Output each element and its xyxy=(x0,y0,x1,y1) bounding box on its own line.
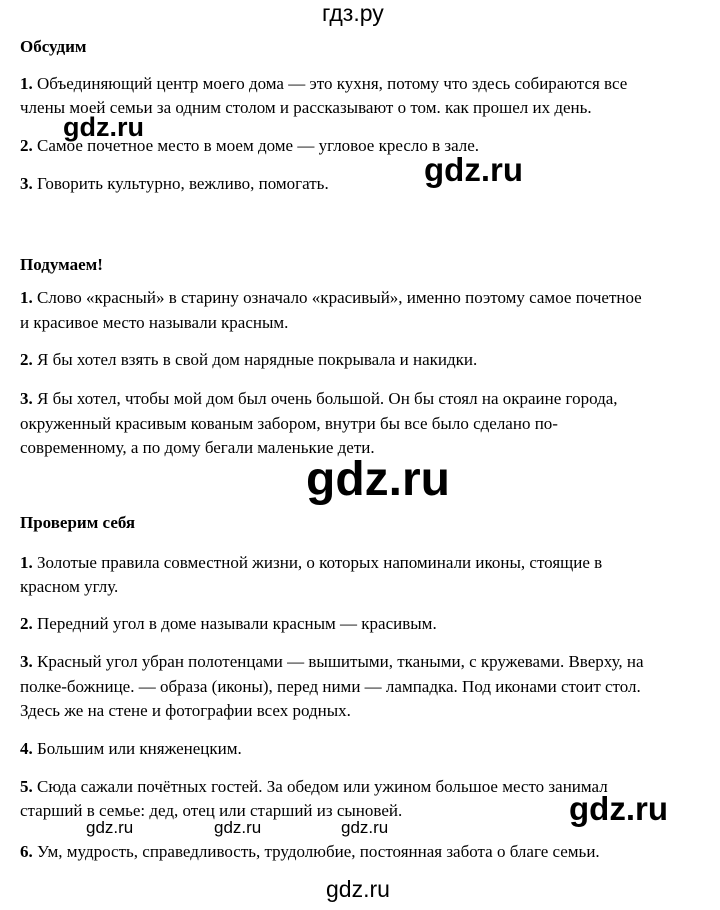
discuss-item-3 xyxy=(20,174,329,194)
check-item-2 xyxy=(20,614,437,634)
item-number: 2. xyxy=(20,614,33,633)
item-text: Передний угол в доме называли красным — красивым. xyxy=(37,614,437,633)
item-number: 4. xyxy=(20,739,33,758)
watermark: gdz.ru xyxy=(214,818,262,837)
item-number: 2. xyxy=(20,350,33,369)
watermark: gdz.ru xyxy=(569,790,668,827)
check-item-3-line-1 xyxy=(20,652,644,672)
item-text: Сюда сажали почётных гостей. За обедом или ужином большое место занимал xyxy=(37,777,608,796)
item-number: 3. xyxy=(20,389,33,408)
check-item-1-line-1 xyxy=(20,553,602,573)
item-text: Слово «красный» в старину означало «красивый», именно поэтому самое почетное xyxy=(37,288,642,307)
item-number: 2. xyxy=(20,136,33,155)
check-item-1-line-2: красном углу. xyxy=(20,577,119,596)
think-item-1-line-1 xyxy=(20,288,642,308)
item-number: 1. xyxy=(20,553,33,572)
item-number: 1. xyxy=(20,74,33,93)
item-number: 3. xyxy=(20,174,33,193)
item-number: 3. xyxy=(20,652,33,671)
section-title-discuss: Обсудим xyxy=(20,37,87,56)
item-text: Объединяющий центр моего дома — это кухня, потому что здесь собираются все xyxy=(37,74,628,93)
think-item-3-line-1 xyxy=(20,389,618,409)
watermark: gdz.ru xyxy=(424,151,523,188)
discuss-item-1-line-2: члены моей семьи за одним столом и рассказывают о том. как прошел их день. xyxy=(20,98,592,117)
item-text: Говорить культурно, вежливо, помогать. xyxy=(37,174,329,193)
section-title-check: Проверим себя xyxy=(20,513,136,532)
item-text: Золотые правила совместной жизни, о которых напоминали иконы, стоящие в xyxy=(37,553,603,572)
watermark: gdz.ru xyxy=(306,453,450,506)
check-item-4 xyxy=(20,739,242,759)
check-item-5-line-2: старший в семье: дед, отец или старший из сыновей. xyxy=(20,801,403,820)
section-title-think: Подумаем! xyxy=(20,255,103,274)
item-number: 6. xyxy=(20,842,33,861)
think-item-2 xyxy=(20,350,477,370)
item-text: Я бы хотел, чтобы мой дом был очень большой. Он бы стоял на окраине города, xyxy=(37,389,618,408)
watermark: gdz.ru xyxy=(341,818,389,837)
watermark: gdz.ru xyxy=(63,112,144,142)
item-number: 5. xyxy=(20,777,33,796)
check-item-6 xyxy=(20,842,600,862)
think-item-3-line-3: современному, а по дому бегали маленькие дети. xyxy=(20,438,375,457)
check-item-5-line-1 xyxy=(20,777,608,797)
watermark: gdz.ru xyxy=(86,818,134,837)
item-number: 1. xyxy=(20,288,33,307)
item-text: Красный угол убран полотенцами — вышитыми, ткаными, с кружевами. Вверху, на xyxy=(37,652,644,671)
item-text: Большим или княженецким. xyxy=(37,739,242,758)
item-text: Я бы хотел взять в свой дом нарядные покрывала и накидки. xyxy=(37,350,478,369)
think-item-3-line-2: окруженный красивым кованым забором, внутри бы все было сделано по- xyxy=(20,414,558,433)
item-text: Ум, мудрость, справедливость, трудолюбие, постоянная забота о благе семьи. xyxy=(37,842,600,861)
think-item-1-line-2: и красивое место называли красным. xyxy=(20,313,289,332)
check-item-3-line-2: полке-божнице. — образа (иконы), перед ними — лампадка. Под иконами стоит стол. xyxy=(20,677,641,696)
item-text: Самое почетное место в моем доме — угловое кресло в зале. xyxy=(37,136,480,155)
site-footer: gdz.ru xyxy=(326,876,390,902)
discuss-item-1-line-1 xyxy=(20,74,627,94)
site-header: гдз.ру xyxy=(322,0,384,26)
check-item-3-line-3: Здесь же на стене и фотографии всех родных. xyxy=(20,701,351,720)
